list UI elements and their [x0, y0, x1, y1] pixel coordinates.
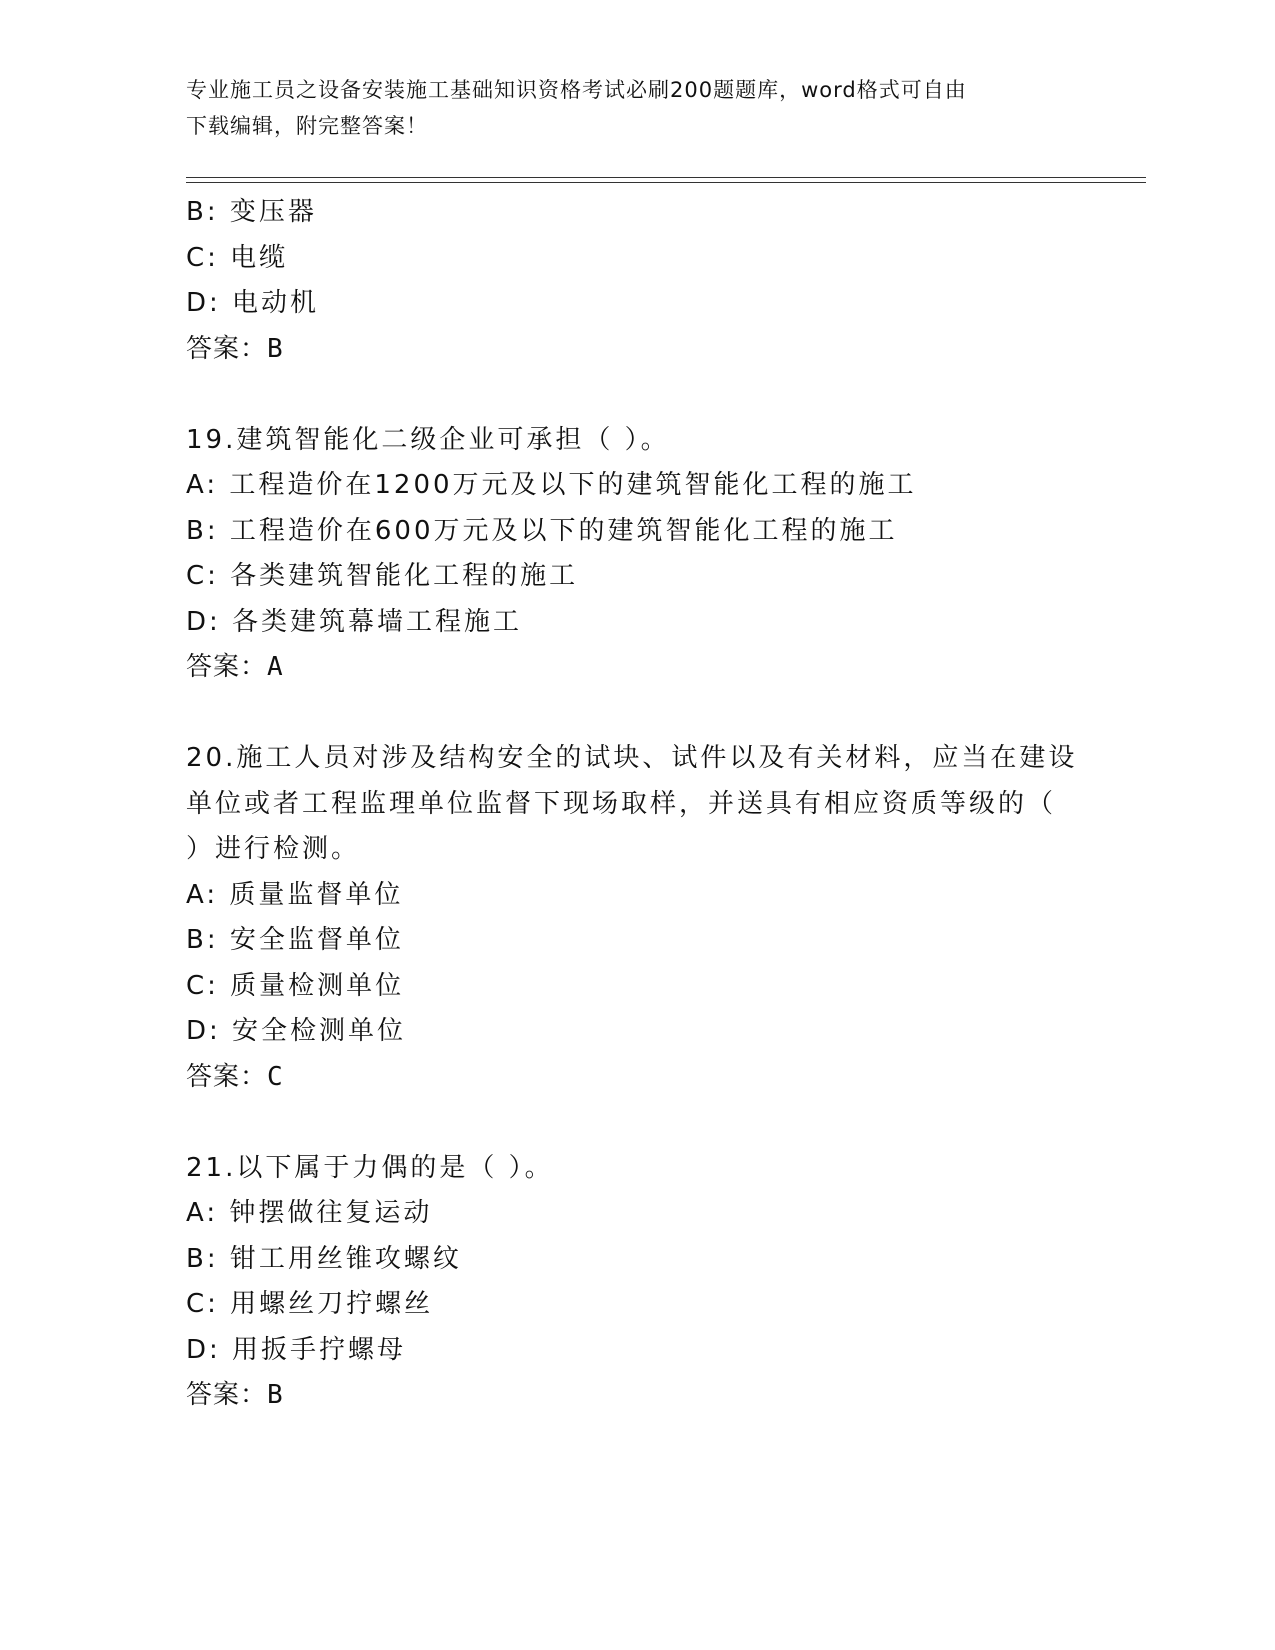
question-21 [186, 1146, 1086, 1419]
answer-line [186, 327, 1086, 373]
answer-line [186, 645, 1086, 691]
question-18 [186, 190, 1086, 372]
option-d: D: 电动机 [186, 288, 320, 318]
answer-label: 答案： [186, 1380, 268, 1410]
header-line-2: 下载编辑，附完整答案！ [186, 114, 428, 138]
question-stem-line-2: 单位或者工程监理单位监督下现场取样，并送具有相应资质等级的（ [186, 788, 1057, 819]
answer-value: B [267, 1380, 284, 1410]
option-b: B: 变压器 [186, 197, 317, 227]
header-divider-bottom [186, 182, 1146, 183]
option-a: A: 工程造价在1200万元及以下的建筑智能化工程的施工 [186, 470, 917, 500]
question-stem: 21.以下属于力偶的是（ ）。 [186, 1152, 554, 1183]
header-line-1: 专业施工员之设备安装施工基础知识资格考试必刷200题题库，word格式可自由 [186, 78, 967, 102]
question-stem-line-3: ）进行检测。 [186, 834, 361, 864]
option-d: D: 用扳手拧螺母 [186, 1334, 407, 1365]
question-19 [186, 418, 1086, 691]
option-c: C: 质量检测单位 [186, 970, 405, 1001]
option-a: A: 质量监督单位 [186, 879, 404, 910]
answer-label: 答案： [186, 652, 268, 682]
answer-value: B [267, 333, 284, 364]
document-header [186, 72, 1066, 144]
option-c: C: 用螺丝刀拧螺丝 [186, 1289, 434, 1319]
question-stem: 19.建筑智能化二级企业可承担（ ）。 [186, 424, 670, 455]
answer-label: 答案： [186, 333, 268, 364]
answer-value: C [267, 1061, 284, 1092]
option-b: B: 安全监督单位 [186, 925, 404, 955]
answer-line [186, 1373, 1086, 1419]
question-stem-line-1: 20.施工人员对涉及结构安全的试块、试件以及有关材料，应当在建设 [186, 743, 1078, 773]
option-d: D: 安全检测单位 [186, 1016, 407, 1046]
option-a: A: 钟摆做往复运动 [186, 1198, 433, 1228]
spacer [186, 691, 1086, 737]
spacer [186, 1100, 1086, 1146]
answer-label: 答案： [186, 1061, 268, 1092]
spacer [186, 372, 1086, 418]
option-b: B: 工程造价在600万元及以下的建筑智能化工程的施工 [186, 515, 898, 546]
question-20 [186, 736, 1086, 1100]
option-d: D: 各类建筑幕墙工程施工 [186, 606, 523, 637]
question-list [186, 190, 1086, 1419]
answer-value: A [267, 652, 284, 682]
answer-line [186, 1055, 1086, 1101]
option-b: B: 钳工用丝锥攻螺纹 [186, 1243, 462, 1274]
option-c: C: 电缆 [186, 242, 289, 273]
header-divider-top [186, 177, 1146, 178]
option-c: C: 各类建筑智能化工程的施工 [186, 561, 579, 591]
